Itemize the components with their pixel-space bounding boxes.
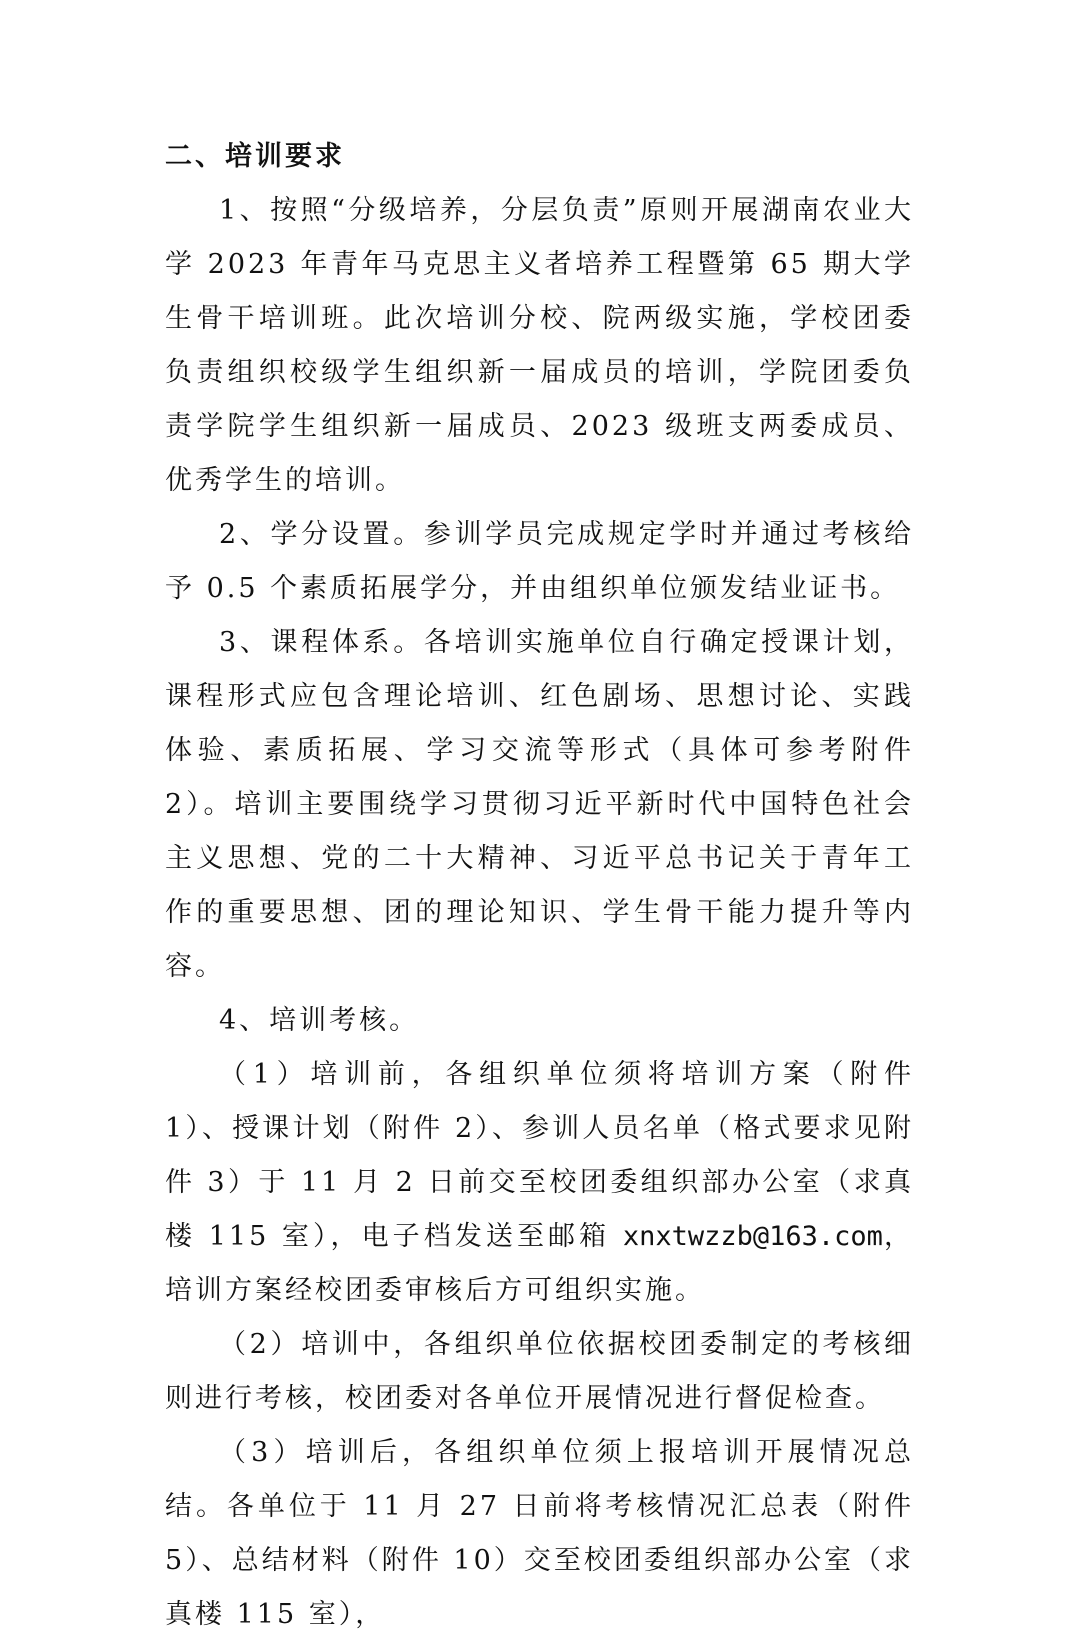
paragraph-before-training: [165, 1048, 914, 1318]
paragraph-training-principle: 1、按照“分级培养，分层负责”原则开展湖南农业大学 2023 年青年马克思主义者培养工程暨第 65 期大学生骨干培训班。此次培训分校、院两级实施，学校团委负责组织校级学生组织新一届成员的培训，学院团委负责学院学生组织新一届成员、2023 级班支两委成员、优秀学生的培训。: [165, 195, 914, 496]
paragraph-course-system: 3、课程体系。各培训实施单位自行确定授课计划，课程形式应包含理论培训、红色剧场、思想讨论、实践体验、素质拓展、学习交流等形式（具体可参考附件 2）。培训主要围绕学习贯彻习近平新时代中国特色社会主义思想、党的二十大精神、习近平总书记关于青年工作的重要思想、团的理论知识、学生骨干能力提升等内容。: [165, 627, 914, 982]
paragraph-after-training: （3）培训后，各组织单位须上报培训开展情况总结。各单位于 11 月 27 日前将考核情况汇总表（附件 5）、总结材料（附件 10）交至校团委组织部办公室（求真楼 115 室），: [165, 1437, 914, 1630]
section-title: 二、培训要求: [165, 141, 345, 172]
email-address: xnxtwzzb@163.com: [622, 1221, 883, 1252]
paragraph-assessment-title: 4、培训考核。: [219, 1005, 420, 1036]
paragraph-credit-setting: 2、学分设置。参训学员完成规定学时并通过考核给予 0.5 个素质拓展学分，并由组织单位颁发结业证书。: [165, 519, 914, 604]
paragraph-during-training: （2）培训中，各组织单位依据校团委制定的考核细则进行考核，校团委对各单位开展情况进行督促检查。: [165, 1329, 914, 1414]
before-training-text-end: ，培训方案经校团委审核后方可组织实施。: [165, 1221, 914, 1306]
before-training-text: （1）培训前，各组织单位须将培训方案（附件 1）、授课计划（附件 2）、参训人员名单（格式要求见附件 3）于 11 月 2 日前交至校团委组织部办公室（求真楼 115 室），电子档发送至邮箱: [165, 1059, 914, 1252]
